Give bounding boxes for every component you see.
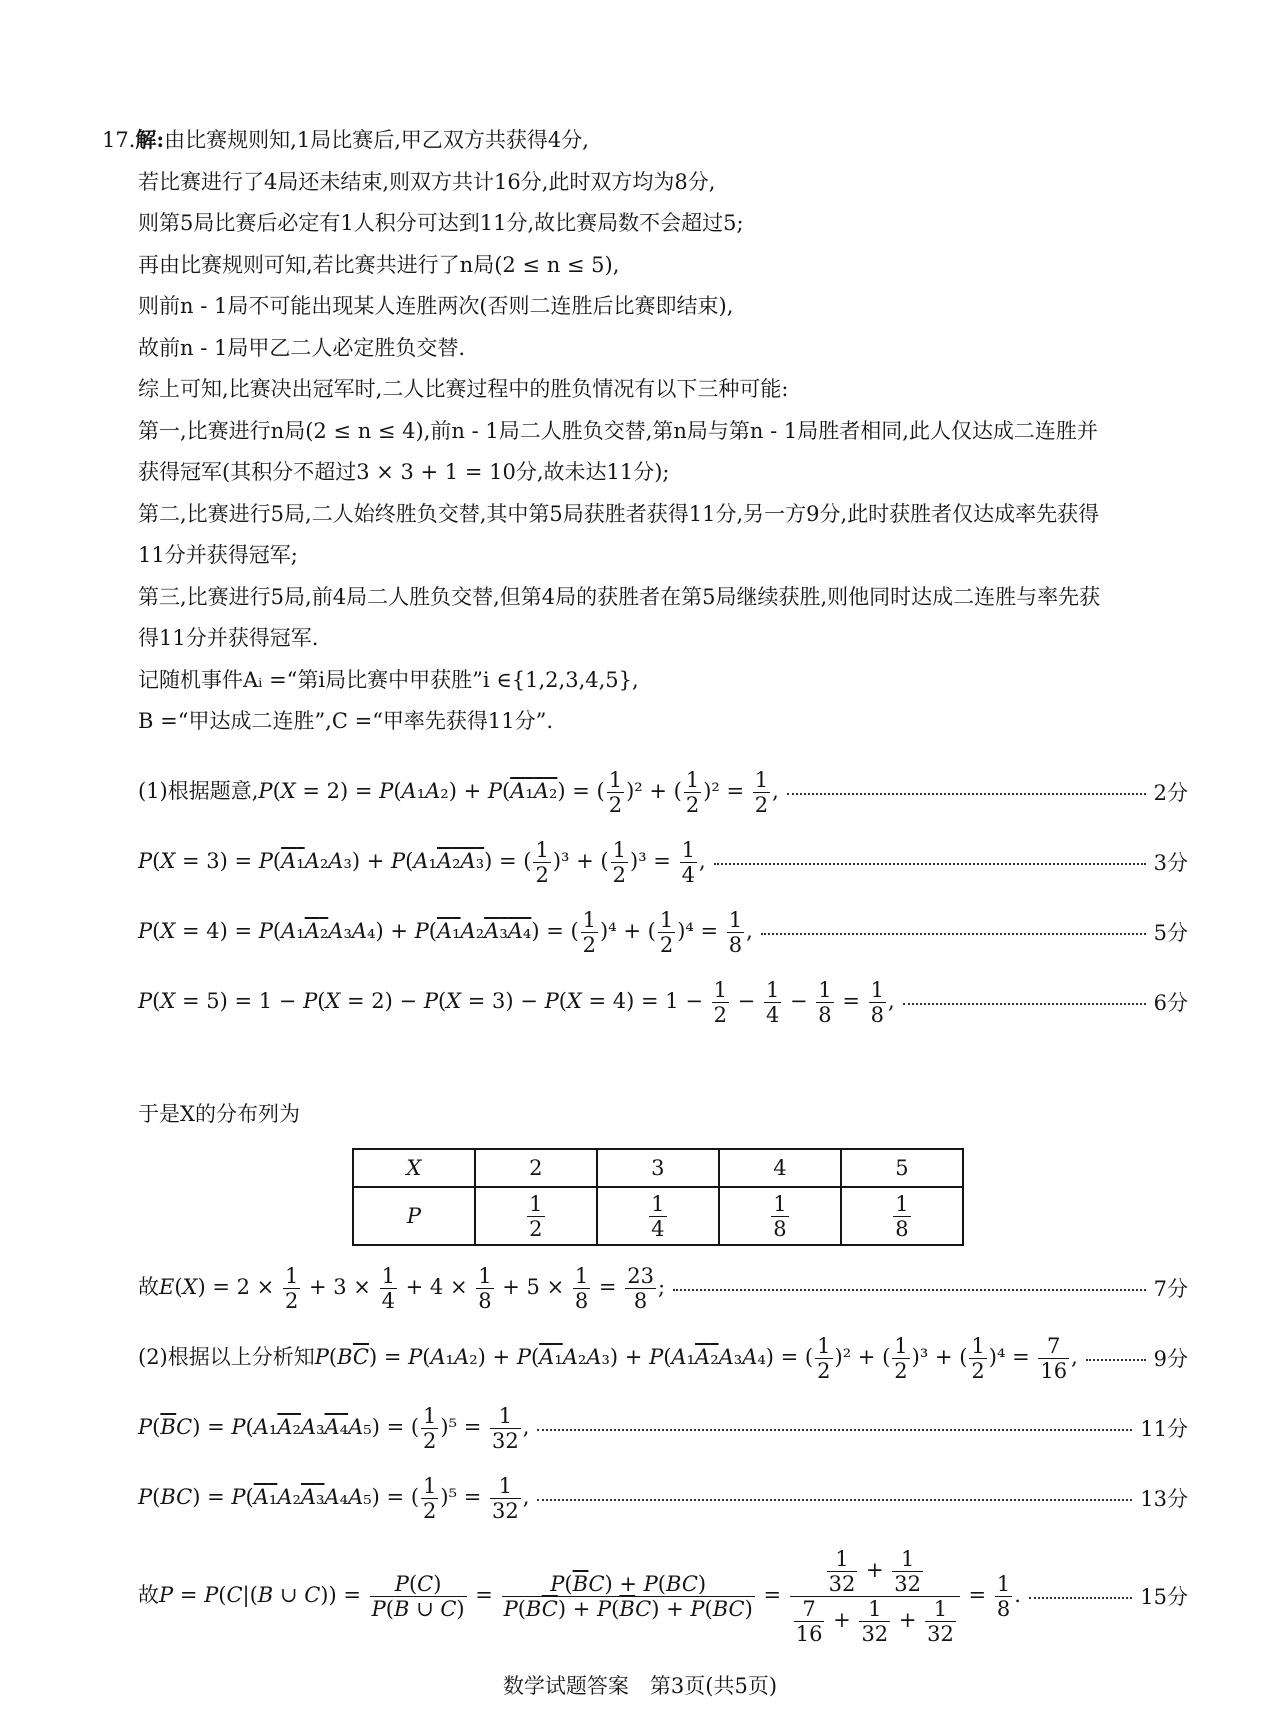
- table-header-x: X: [353, 1149, 475, 1187]
- text-line: 第三,比赛进行5局,前4局二人胜负交替,但第4局的获胜者在第5局继续获胜,则他同时达成二连胜与率先获: [138, 585, 1101, 609]
- table-cell: 2: [475, 1149, 597, 1187]
- score-mark: 7分: [1153, 1277, 1188, 1301]
- table-row: [353, 1187, 963, 1245]
- equation-p-bc-bar: [138, 1326, 1188, 1390]
- equation-expression: (2)根据以上分析知$P(B\overline{C}) = P(A_1A_2) + P(A_1A_2A_3) + P(A_1A_2A_3A_4)$ = ( $\frac{1}{2}$ )² + ( $\frac{1}{2}$ )³ + ( $\frac{1}{2}$ )⁴ = $\frac{7}{16}$ ,: [138, 1333, 1078, 1383]
- table-cell: $\frac{1}{4}$: [597, 1187, 719, 1245]
- table-cell: 5: [841, 1149, 963, 1187]
- dot-leader: [787, 793, 1146, 795]
- score-mark: 5分: [1153, 921, 1188, 945]
- text-line: 综上可知,比赛决出冠军时,二人比赛过程中的胜负情况有以下三种可能:: [138, 377, 789, 401]
- table-cell: 4: [719, 1149, 841, 1187]
- distribution-table: [352, 1148, 964, 1246]
- score-mark: 2分: [1153, 781, 1188, 805]
- table-cell: $\frac{1}{2}$: [475, 1187, 597, 1245]
- text-line: 获得冠军(其积分不超过3 × 3 + 1 = 10分,故未达11分);: [138, 460, 670, 484]
- equation-expression: 故P = P(C|(B ∪ C)) = $\frac{P(C)}{P(B \cup C)}$ = $\frac{P(\overline{B}C) + P(BC)}{P(B\overline{C}) + P(\overline{B}C) + P(BC)}$ = $\frac{1}{32}$ + $\frac{1}{32}$ $\frac{7}{16}$ + $\frac{1}{32}$ + $\frac{1}{32}$ = $\frac{1}{8}$ .: [138, 1546, 1021, 1646]
- text-line: 记随机事件Aᵢ =“第i局比赛中甲获胜”i ∈{1,2,3,4,5},: [138, 668, 639, 692]
- score-mark: 6分: [1153, 991, 1188, 1015]
- text-line: B =“甲达成二连胜”,C =“甲率先获得11分”.: [138, 709, 554, 733]
- score-mark: 3分: [1153, 851, 1188, 875]
- equation-p-x5: [138, 970, 1188, 1034]
- score-mark: 11分: [1140, 1417, 1188, 1441]
- text-line: 由比赛规则知,1局比赛后,甲乙双方共获得4分,: [164, 128, 589, 152]
- score-mark: 15分: [1140, 1585, 1188, 1609]
- equation-expression: $P(\overline{B}C) = P(A_1A_2A_3A_4A_5)$ = ( $\frac{1}{2}$ )⁵ = $\frac{1}{32}$ ,: [138, 1403, 530, 1453]
- dot-leader: [537, 1429, 1132, 1431]
- text-line: 11分并获得冠军;: [138, 543, 298, 567]
- dot-leader: [1086, 1359, 1146, 1361]
- dot-leader: [1029, 1597, 1132, 1599]
- text-line: 故前n - 1局甲乙二人必定胜负交替.: [138, 336, 466, 360]
- table-row: [353, 1149, 963, 1187]
- text-line: 第一,比赛进行n局(2 ≤ n ≤ 4),前n - 1局二人胜负交替,第n局与第n - 1局胜者相同,此人仅达成二连胜并: [138, 419, 1098, 443]
- dot-leader: [761, 933, 1146, 935]
- problem-number: 17.: [102, 128, 136, 152]
- equation-expression: P(X = 3) = P(A₁A₂A₃) + P(A₁A₂A₃) = ( $\frac{1}{2}$ )³ + ( $\frac{1}{2}$ )³ = $\frac{1}{4}$ ,: [138, 837, 706, 887]
- text-line: 若比赛进行了4局还未结束,则双方共计16分,此时双方均为8分,: [138, 170, 716, 194]
- equation-final-probability: [138, 1540, 1188, 1652]
- page-footer: 数学试题答案 第3页(共5页): [502, 1674, 778, 1698]
- score-mark: 13分: [1140, 1487, 1188, 1511]
- text-line: 再由比赛规则可知,若比赛共进行了n局(2 ≤ n ≤ 5),: [138, 253, 620, 277]
- equation-p-x3: [138, 830, 1188, 894]
- text-line: 得11分并获得冠军.: [138, 626, 319, 650]
- table-header-p: P: [353, 1187, 475, 1245]
- table-cell: 3: [597, 1149, 719, 1187]
- table-cell: $\frac{1}{8}$: [719, 1187, 841, 1245]
- equation-expression: 故E(X) = 2 × $\frac{1}{2}$ + 3 × $\frac{1}{4}$ + 4 × $\frac{1}{8}$ + 5 × $\frac{1}{8}$ = $\frac{23}{8}$ ;: [138, 1263, 666, 1313]
- equation-expression: P(BC) = P(A₁A₂A₃A₄A₅) = ( $\frac{1}{2}$ )⁵ = $\frac{1}{32}$ ,: [138, 1473, 530, 1523]
- text-line: 第二,比赛进行5局,二人始终胜负交替,其中第5局获胜者获得11分,另一方9分,此时获胜者仅达成率先获得: [138, 502, 1100, 526]
- equation-expectation: [138, 1256, 1188, 1320]
- table-cell: $\frac{1}{8}$: [841, 1187, 963, 1245]
- dot-leader: [714, 863, 1146, 865]
- dot-leader: [673, 1289, 1146, 1291]
- equation-p-b-bar-c: [138, 1396, 1188, 1460]
- problem-first-line: [102, 124, 1180, 156]
- score-mark: 9分: [1153, 1347, 1188, 1371]
- equation-p-x4: [138, 900, 1188, 964]
- equation-p-bc: [138, 1466, 1188, 1530]
- distribution-intro: 于是X的分布列为: [138, 1102, 300, 1126]
- text-line: 则第5局比赛后必定有1人积分可达到11分,故比赛局数不会超过5;: [138, 211, 744, 235]
- equation-expression: P(X = 4) = P(A₁A₂A₃A₄) + P(A₁A₂A₃A₄) = ( $\frac{1}{2}$ )⁴ + ( $\frac{1}{2}$ )⁴ = $\frac{1}{8}$ ,: [138, 907, 753, 957]
- dot-leader: [537, 1499, 1132, 1501]
- equation-p-x2: [138, 760, 1188, 824]
- equation-expression: (1)根据题意,P(X = 2) = P(A₁A₂) + P(A₁A₂) = ( $\frac{1}{2}$ )² + ( $\frac{1}{2}$ )² = $\frac{1}{2}$ ,: [138, 767, 779, 817]
- solution-label: 解:: [135, 127, 165, 152]
- text-line: 则前n - 1局不可能出现某人连胜两次(否则二连胜后比赛即结束),: [138, 294, 734, 318]
- equation-expression: P(X = 5) = 1 − P(X = 2) − P(X = 3) − P(X = 4) = 1 − $\frac{1}{2}$ − $\frac{1}{4}$ − $\frac{1}{8}$ = $\frac{1}{8}$ ,: [138, 977, 895, 1027]
- dot-leader: [903, 1003, 1146, 1005]
